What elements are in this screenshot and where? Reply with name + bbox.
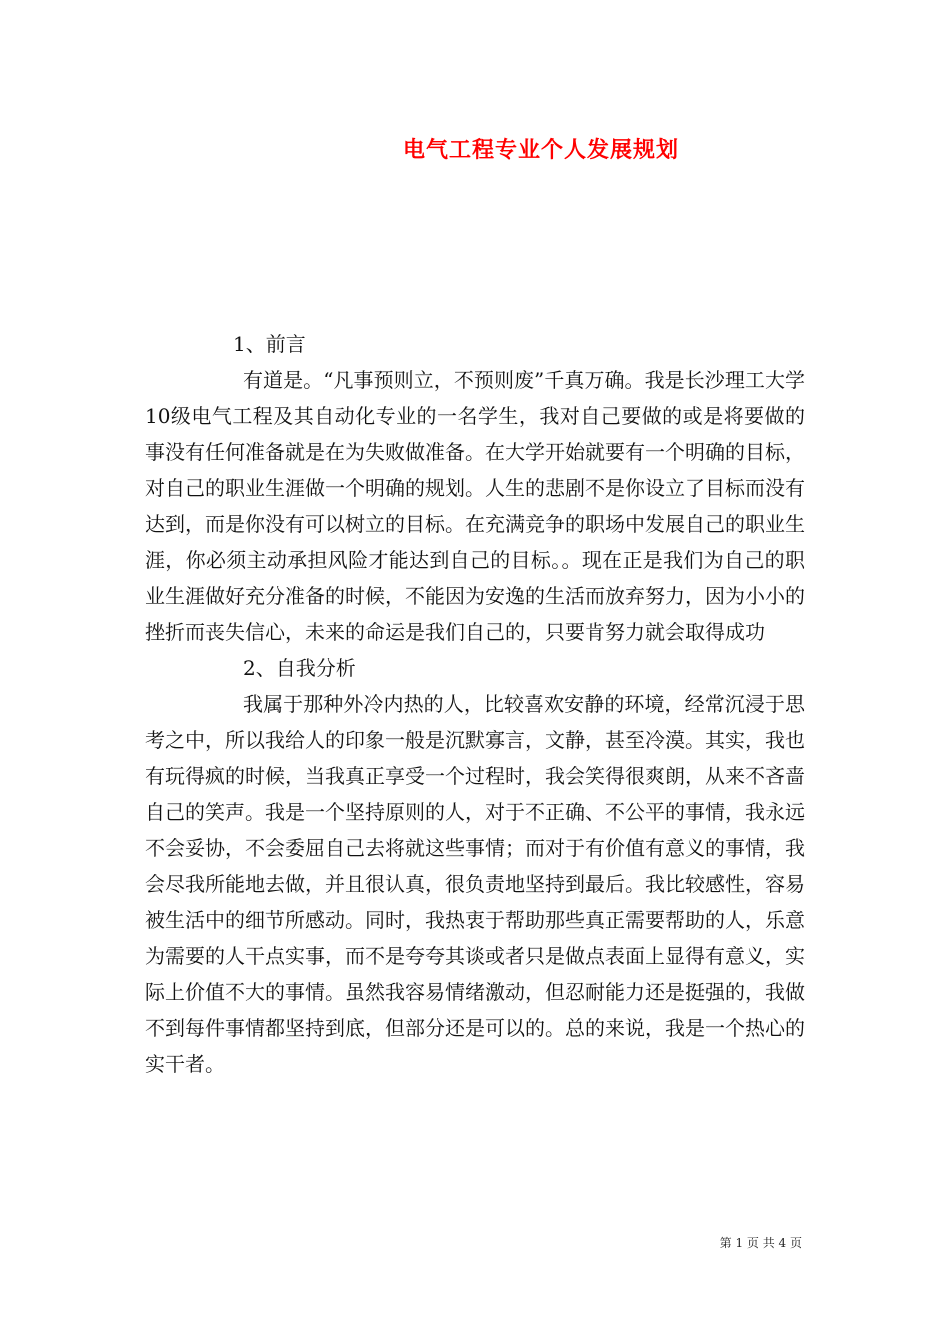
document-title: 电气工程专业个人发展规划 [402, 137, 679, 163]
section-heading-preface: 1、前言 [233, 332, 306, 356]
section-paragraph-preface: 有道是。“凡事预则立，不预则废”千真万确。我是长沙理工大学10级电气工程及其自动化专业的一名学生，我对自己要做的或是将要做的事没有任何准备就是在为失败做准备。在大学开始就要有一个明确的目标，对自己的职业生涯做一个明确的规划。人生的悲剧不是你设立了目标而没有达到，而是你没有可以树立的目标。在充满竞争的职场中发展自己的职业生涯，你必须主动承担风险才能达到自己的目标。。现在正是我们为自己的职业生涯做好充分准备的时候，不能因为安逸的生活而放弃努力，因为小小的挫折而丧失信心，未来的命运是我们自己的，只要肯努力就会取得成功 [145, 368, 805, 644]
page-number: 第 1 页 共 4 页 [719, 1236, 802, 1250]
section-paragraph-self-analysis: 我属于那种外冷内热的人，比较喜欢安静的环境，经常沉浸于思考之中，所以我给人的印象一般是沉默寡言，文静，甚至冷漠。其实，我也有玩得疯的时候，当我真正享受一个过程时，我会笑得很爽朗，从来不吝啬自己的笑声。我是一个坚持原则的人，对于不正确、不公平的事情，我永远不会妥协，不会委屈自己去将就这些事情；而对于有价值有意义的事情，我会尽我所能地去做，并且很认真，很负责地坚持到最后。我比较感性，容易被生活中的细节所感动。同时，我热衷于帮助那些真正需要帮助的人，乐意为需要的人干点实事，而不是夸夸其谈或者只是做点表面上显得有意义，实际上价值不大的事情。虽然我容易情绪激动，但忍耐能力还是挺强的，我做不到每件事情都坚持到底，但部分还是可以的。总的来说，我是一个热心的实干者。 [145, 692, 805, 1076]
section-heading-self-analysis: 2、自我分析 [243, 656, 356, 680]
document-body [145, 326, 805, 1082]
